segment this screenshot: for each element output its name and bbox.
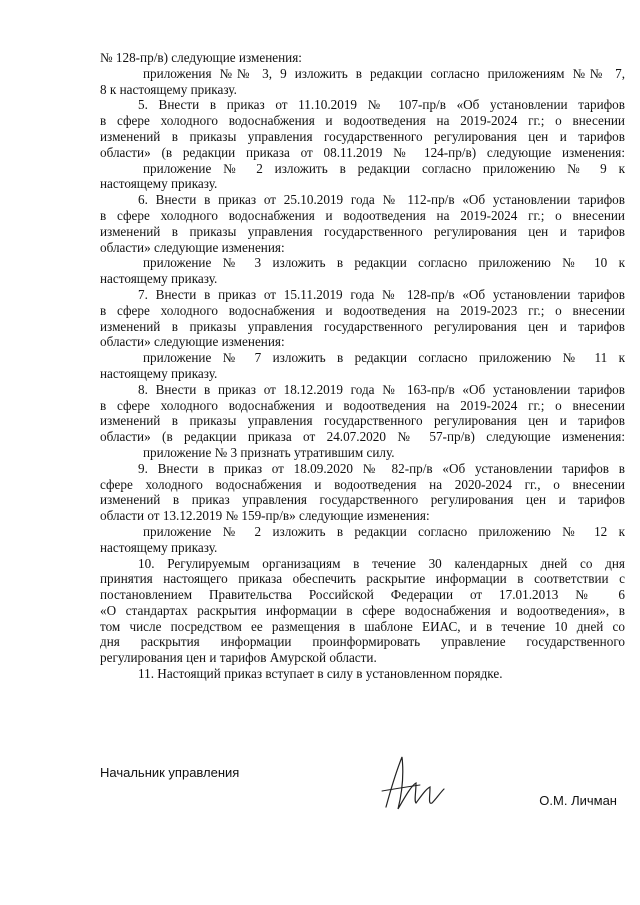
text-line: 9. Внести в приказ от 18.09.2020 № 82-пр/в «Об установлении тарифов в — [138, 460, 625, 476]
text-line: в сфере холодного водоснабжения и водоотведения на 2019-2023 гг.; о внесении — [100, 302, 625, 318]
text-line: области» (в редакции приказа от 24.07.2020 № 57-пр/в) следующие изменения: — [100, 429, 625, 445]
text-line: области» следующие изменения: — [100, 239, 285, 255]
text-line: области» следующие изменения: — [100, 334, 285, 350]
signature-block — [100, 765, 625, 845]
text-line: 5. Внести в приказ от 11.10.2019 № 107-пр/в «Об установлении тарифов — [138, 97, 625, 113]
text-line: в сфере холодного водоснабжения и водоотведения на 2019-2024 гг.; о внесении — [100, 397, 625, 413]
text-line: в сфере холодного водоснабжения и водоотведения на 2019-2024 гг.; о внесении — [100, 207, 625, 223]
text-line: принятия настоящего приказа обеспечить раскрытие информации в соответствии с — [100, 571, 625, 587]
text-line: «О стандартах раскрытия информации в сфере водоснабжения и водоотведения», в — [100, 602, 625, 618]
position-title: Начальник управления — [100, 765, 240, 780]
text-line: дня раскрытия информации проинформировать управление государственного — [100, 634, 625, 650]
text-line: в сфере холодного водоснабжения и водоотведения на 2019-2024 гг.; о внесении — [100, 113, 625, 129]
text-line: изменений в приказы управления государственного регулирования цен и тарифов — [100, 128, 625, 144]
text-line: 10. Регулируемым организациям в течение 30 календарных дней со дня — [138, 555, 625, 571]
text-line: изменений в приказы управления государственного регулирования цен и тарифов — [100, 223, 625, 239]
text-line: № 128-пр/в) следующие изменения: — [100, 50, 302, 65]
text-line: приложения №№ 3, 9 изложить в редакции согласно приложениям №№ 7, — [143, 65, 625, 81]
text-line: том числе посредством ее размещения в шаблоне ЕИАС, и в течение 10 дней со — [100, 618, 625, 634]
text-line: настоящему приказу. — [100, 176, 218, 192]
text-line: 8 к настоящему приказу. — [100, 81, 237, 97]
text-line: сфере холодного водоснабжения и водоотведения на 2020-2024 гг., о внесении — [100, 476, 625, 492]
text-line: приложение № 3 изложить в редакции согласно приложению № 10 к — [143, 255, 625, 271]
text-line: изменений в приказы управления государственного регулирования цен и тарифов — [100, 318, 625, 334]
text-line: приложение № 3 признать утратившим силу. — [143, 444, 395, 460]
text-line: 7. Внести в приказ от 15.11.2019 года № 128-пр/в «Об установлении тарифов — [138, 286, 625, 302]
text-line: настоящему приказу. — [100, 365, 218, 381]
text-line: изменений в приказы управления государственного регулирования цен и тарифов — [100, 413, 625, 429]
text-line: постановлением Правительства Российской Федерации от 17.01.2013 № 6 — [100, 587, 625, 603]
text-line: 8. Внести в приказ от 18.12.2019 года № 163-пр/в «Об установлении тарифов — [138, 381, 625, 397]
text-line: изменений в приказ управления государственного регулирования цен и тарифов — [100, 492, 625, 508]
text-line: области» (в редакции приказа от 08.11.2019 № 124-пр/в) следующие изменения: — [100, 144, 625, 160]
text-line: приложение № 7 изложить в редакции согласно приложению № 11 к — [143, 350, 625, 366]
text-line: приложение № 2 изложить в редакции согласно приложению № 12 к — [143, 523, 625, 539]
document-body — [100, 50, 625, 682]
text-line: 6. Внести в приказ от 25.10.2019 года № 112-пр/в «Об установлении тарифов — [138, 192, 625, 208]
text-line: регулирования цен и тарифов Амурской области. — [100, 650, 377, 666]
text-line: 11. Настоящий приказ вступает в силу в установленном порядке. — [138, 666, 503, 682]
text-line: области от 13.12.2019 № 159-пр/в» следующие изменения: — [100, 508, 430, 524]
text-line: настоящему приказу. — [100, 539, 218, 555]
text-line: приложение № 2 изложить в редакции согласно приложению № 9 к — [143, 160, 625, 176]
handwritten-signature — [372, 745, 452, 825]
signer-name: О.М. Личман — [539, 793, 617, 808]
text-line: настоящему приказу. — [100, 271, 218, 287]
